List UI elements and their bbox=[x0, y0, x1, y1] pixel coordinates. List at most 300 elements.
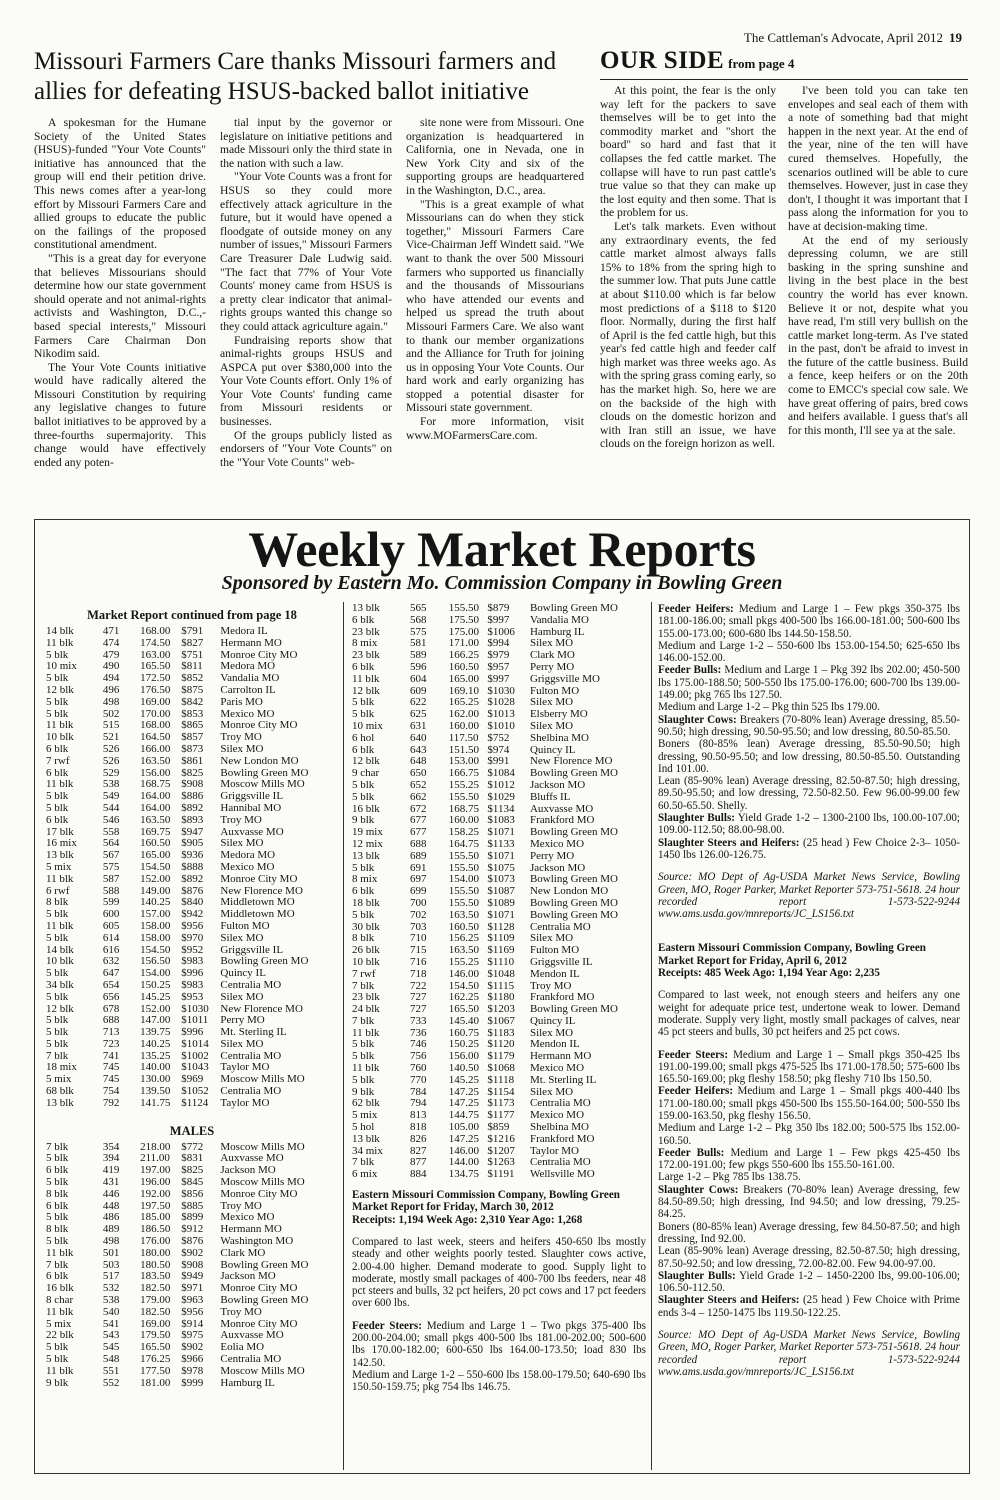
cell-weight: 479 bbox=[102, 648, 120, 661]
cell-value: $936 bbox=[181, 849, 204, 862]
cell-value: $791 bbox=[181, 625, 204, 637]
continued-heading: Market Report continued from page 18 bbox=[87, 608, 297, 622]
cell-value: $999 bbox=[181, 1376, 204, 1389]
cell-head-count: 11 blk bbox=[46, 1246, 74, 1259]
cell-value: $1169 bbox=[487, 944, 515, 957]
cell-price: 196.00 bbox=[140, 1176, 171, 1189]
cell-location: Troy MO bbox=[220, 1305, 262, 1318]
table-row bbox=[46, 744, 338, 756]
cell-weight: 486 bbox=[102, 1211, 120, 1224]
cell-location: Medora MO bbox=[220, 849, 276, 862]
table-row bbox=[352, 898, 646, 910]
cell-weight: 754 bbox=[102, 1085, 120, 1098]
cell-location: Troy MO bbox=[220, 731, 262, 744]
cell-head-count: 10 mix bbox=[46, 660, 77, 673]
cell-weight: 654 bbox=[102, 978, 120, 991]
cell-head-count: 8 blk bbox=[46, 1187, 69, 1200]
cell-head-count: 8 char bbox=[46, 1294, 74, 1307]
cell-location: Fulton MO bbox=[220, 919, 270, 932]
cell-value: $859 bbox=[487, 1121, 510, 1134]
paragraph: At the end of my seriously depressing column, we are still basking in the spring sunshine and living in the best place in the best country the world has ever known. Believe it or not, despite what you have read, I'm still very bullish on the cattle market long-term. As I've stated in the past, don't be afraid to invest in the future of the cattle business. Build a fence, keep heifers or on the 20th come to EMCC's special cow sale. We have great offering of pairs, bred cows and heifers available. I guess that's all for this month, I'll see ya at the sale. bbox=[788, 233, 968, 437]
cell-value: $1010 bbox=[487, 719, 515, 732]
cell-head-count: 7 blk bbox=[352, 1014, 375, 1027]
cell-head-count: 8 blk bbox=[46, 1223, 69, 1236]
cell-location: Quincy IL bbox=[529, 1014, 576, 1027]
cell-price: 154.00 bbox=[448, 873, 479, 886]
cell-head-count: 62 blk bbox=[352, 1097, 380, 1110]
april-slaughter-cows: Slaughter Cows: Breakers (70-80% lean) Average dressing, few 84.50-89.50; high dressing, Ind 94.50; and low dressing, 79.25-84.25. bbox=[658, 1183, 960, 1221]
cell-price: 152.00 bbox=[140, 872, 171, 885]
table-row bbox=[352, 1134, 646, 1146]
cell-head-count: 6 blk bbox=[46, 742, 69, 755]
paragraph: "Your Vote Counts was a front for HSUS so they could more effectively attack agriculture in the future, but it would have opened a floodgate of outside money on any number of issues," Missouri Farmers Care Treasurer Dale Ludwig said. "The fact that 77% of Your Vote Counts' money came from HSUS is a pretty clear indicator that animal-rights groups wanted this change so they could attack agriculture again." bbox=[220, 170, 392, 333]
cell-value: $856 bbox=[181, 1187, 204, 1200]
cell-location: Moscow Mills MO bbox=[220, 778, 305, 791]
april-report-receipts: Receipts: 485 Week Ago: 1,194 Year Ago: 2,235 bbox=[658, 967, 880, 980]
our-side-column-1 bbox=[600, 84, 776, 451]
cell-price: 130.00 bbox=[140, 1073, 171, 1086]
march-report-summary: Compared to last week, steers and heifers 450-650 lbs mostly steady and other weights poorly tested. Slaughter cows active, 2.00-4.00 higher. Demand moderate to good. Supply light to moderate, mostly small packages of 400-700 lbs feeders, near 48 pct steers and bulls, 32 pct heifers, 20 pct cows and 17 pct feeders over 600 lbs. bbox=[352, 1235, 646, 1310]
cell-value: $1179 bbox=[487, 1050, 515, 1063]
table-row bbox=[352, 733, 646, 745]
cell-location: Bowling Green MO bbox=[529, 873, 618, 886]
cell-head-count: 6 blk bbox=[352, 613, 375, 626]
cell-weight: 722 bbox=[410, 979, 427, 992]
cell-value: $1012 bbox=[487, 778, 515, 791]
cell-value: $1124 bbox=[181, 1096, 209, 1109]
cell-location: Centralia MO bbox=[220, 1353, 282, 1366]
cell-price: 160.50 bbox=[140, 837, 171, 850]
cell-value: $996 bbox=[181, 967, 204, 980]
cell-head-count: 7 blk bbox=[46, 1140, 69, 1153]
cell-value: $952 bbox=[181, 943, 204, 956]
cell-price: 176.50 bbox=[140, 683, 171, 696]
cell-value: $1028 bbox=[487, 696, 515, 709]
cell-value: $1216 bbox=[487, 1132, 515, 1145]
cell-location: Troy MO bbox=[220, 813, 262, 826]
cell-value: $1173 bbox=[487, 1097, 515, 1110]
cell-location: Bluffs IL bbox=[529, 790, 571, 803]
article-headline: Missouri Farmers Care thanks Missouri farmers and allies for defeating HSUS-backed ballot initiative bbox=[34, 48, 557, 105]
cell-head-count: 9 blk bbox=[352, 1085, 375, 1098]
cell-head-count: 5 blk bbox=[46, 967, 69, 980]
cell-price: 163.50 bbox=[448, 908, 479, 921]
cell-head-count: 7 blk bbox=[352, 1156, 375, 1169]
cell-weight: 517 bbox=[102, 1270, 120, 1283]
cell-weight: 581 bbox=[410, 637, 427, 650]
cell-head-count: 34 blk bbox=[46, 978, 74, 991]
cell-value: $825 bbox=[181, 766, 204, 779]
cell-price: 171.00 bbox=[448, 637, 479, 650]
cell-price: 175.50 bbox=[448, 613, 479, 626]
cell-value: $892 bbox=[181, 872, 204, 885]
cell-weight: 643 bbox=[410, 743, 427, 756]
cell-weight: 538 bbox=[102, 778, 120, 791]
cell-location: Hermann MO bbox=[529, 1050, 592, 1063]
april-feeder-steers: Feeder Steers: Medium and Large 1 – Small pkgs 350-425 lbs 191.00-199.00; small pkgs 475-525 lbs 171.00-178.50; 575-600 lbs 165.50-169.00; pkg fleshy 158.50; pkg fleshy 710 lbs 150.50. bbox=[658, 1048, 960, 1086]
cell-location: Bowling Green MO bbox=[529, 826, 618, 839]
cell-head-count: 12 blk bbox=[46, 1002, 74, 1015]
cell-location: Troy MO bbox=[529, 979, 572, 992]
cell-price: 149.00 bbox=[140, 884, 171, 897]
cell-price: 160.50 bbox=[448, 660, 479, 673]
cell-price: 150.25 bbox=[448, 1038, 479, 1051]
march-report bbox=[352, 1189, 646, 1393]
cell-price: 145.40 bbox=[448, 1014, 479, 1027]
cell-weight: 677 bbox=[410, 826, 427, 839]
article-column-1 bbox=[34, 116, 206, 469]
cell-location: Auxvasse MO bbox=[220, 1152, 284, 1165]
paragraph: For more information, visit www.MOFarmersCare.com. bbox=[406, 415, 584, 442]
cell-head-count: 18 blk bbox=[352, 896, 380, 909]
cell-price: 170.00 bbox=[140, 707, 171, 720]
cell-price: 179.50 bbox=[140, 1329, 171, 1342]
cell-location: Paris MO bbox=[220, 695, 263, 708]
cell-price: 134.75 bbox=[448, 1168, 479, 1181]
cell-value: $831 bbox=[181, 1152, 204, 1165]
cell-value: $997 bbox=[487, 672, 510, 685]
table-row bbox=[352, 792, 646, 804]
cell-value: $983 bbox=[181, 955, 204, 968]
cell-weight: 792 bbox=[102, 1096, 120, 1109]
cell-location: Centralia MO bbox=[529, 1156, 591, 1169]
cell-head-count: 13 blk bbox=[352, 1132, 380, 1145]
cell-head-count: 11 blk bbox=[352, 672, 380, 685]
cell-price: 141.75 bbox=[140, 1096, 171, 1109]
table-row bbox=[352, 851, 646, 863]
cell-location: New Florence MO bbox=[220, 884, 303, 897]
cell-head-count: 22 blk bbox=[46, 1329, 74, 1342]
cell-price: 155.50 bbox=[448, 896, 479, 909]
cell-value: $949 bbox=[181, 1270, 204, 1283]
cell-value: $893 bbox=[181, 813, 204, 826]
cell-price: 144.00 bbox=[448, 1156, 479, 1169]
cell-location: Bowling Green MO bbox=[220, 955, 309, 968]
cell-head-count: 5 blk bbox=[46, 1176, 69, 1189]
cell-weight: 700 bbox=[410, 896, 427, 909]
cell-location: Monroe City MO bbox=[220, 1187, 298, 1200]
cell-weight: 605 bbox=[102, 919, 120, 932]
cell-value: $1073 bbox=[487, 873, 515, 886]
cell-value: $912 bbox=[181, 1223, 204, 1236]
cell-location: Bowling Green MO bbox=[220, 1294, 309, 1307]
cell-value: $914 bbox=[181, 1317, 204, 1330]
cell-price: 168.75 bbox=[140, 778, 171, 791]
table-row bbox=[352, 1169, 646, 1181]
cell-location: Elsberry MO bbox=[529, 708, 588, 721]
cell-value: $902 bbox=[181, 1246, 204, 1259]
cell-price: 140.25 bbox=[140, 1037, 171, 1050]
cell-weight: 632 bbox=[102, 955, 120, 968]
cell-value: $888 bbox=[181, 860, 204, 873]
cell-price: 164.00 bbox=[140, 801, 171, 814]
cell-location: Silex MO bbox=[220, 837, 264, 850]
males-heading: MALES bbox=[169, 1123, 215, 1138]
cell-price: 163.50 bbox=[140, 813, 171, 826]
cell-price: 164.75 bbox=[448, 837, 479, 850]
april-feeder-bulls-2: Large 1-2 – Pkg 785 lbs 138.75. bbox=[658, 1171, 801, 1184]
cell-location: Silex MO bbox=[529, 1085, 574, 1098]
cell-price: 147.00 bbox=[140, 1014, 171, 1027]
cell-head-count: 10 blk bbox=[46, 955, 74, 968]
cell-weight: 746 bbox=[410, 1038, 427, 1051]
cell-head-count: 5 blk bbox=[46, 1026, 69, 1039]
cell-value: $811 bbox=[181, 660, 203, 673]
cell-price: 157.00 bbox=[140, 908, 171, 921]
cell-value: $983 bbox=[181, 978, 204, 991]
cell-value: $857 bbox=[181, 731, 204, 744]
cell-head-count: 13 blk bbox=[46, 849, 74, 862]
cell-price: 165.50 bbox=[140, 1341, 171, 1354]
cell-head-count: 9 char bbox=[352, 767, 380, 780]
table-row bbox=[46, 1378, 338, 1390]
cell-head-count: 5 blk bbox=[46, 790, 69, 803]
cell-location: Fulton MO bbox=[529, 684, 580, 697]
cell-location: Vandalia MO bbox=[529, 613, 589, 626]
cell-value: $1075 bbox=[487, 861, 515, 874]
cell-price: 164.00 bbox=[140, 790, 171, 803]
april-report-summary: Compared to last week, not enough steers and heifers any one weight for adequate price test, undertone weak to lower. Demand moderate. Supply very light, mostly small packages of calves, near 45 pct steers and bulls, 30 pct heifers and 25 pct cows. bbox=[658, 989, 960, 1039]
cell-weight: 498 bbox=[102, 1235, 120, 1248]
cell-location: Monroe City MO bbox=[220, 872, 298, 885]
table-row bbox=[46, 1366, 338, 1378]
cell-weight: 702 bbox=[410, 908, 427, 921]
cell-location: Eolia MO bbox=[220, 1341, 265, 1354]
males-table bbox=[46, 1142, 338, 1390]
cell-value: $1115 bbox=[487, 979, 515, 992]
market-right-column bbox=[658, 603, 960, 1378]
cell-price: 197.00 bbox=[140, 1164, 171, 1177]
april-feeder-heifers: Feeder Heifers: Medium and Large 1 – Small pkgs 400-440 lbs 171.00-180.00; small pkgs 450-500 lbs 155.50-164.00; 500-550 lbs 159.00-163.50, pkg fleshy 156.50. bbox=[658, 1085, 960, 1122]
cell-weight: 631 bbox=[410, 719, 427, 732]
cell-weight: 678 bbox=[102, 1002, 120, 1015]
cell-location: Centralia MO bbox=[529, 1097, 591, 1110]
march-report-date: Market Report for Friday, March 30, 2012 bbox=[352, 1201, 554, 1214]
cell-location: Silex MO bbox=[220, 742, 264, 755]
cell-location: Mendon IL bbox=[529, 967, 580, 980]
cell-value: $1154 bbox=[487, 1085, 515, 1098]
cell-head-count: 7 rwf bbox=[352, 967, 376, 980]
cell-head-count: 6 mix bbox=[352, 1168, 378, 1181]
paragraph: A spokesman for the Humane Society of the United States (HSUS)-funded "Your Vote Counts" initiative has announced that the group will end their petition drive. This news comes after a year-long effort by Missouri Farmers Care and allied groups to educate the public on the failings of the proposed constitutional amendment. bbox=[34, 116, 206, 252]
cell-weight: 448 bbox=[102, 1199, 120, 1212]
cell-location: Shelbina MO bbox=[529, 1121, 589, 1134]
cell-price: 165.25 bbox=[448, 696, 479, 709]
cell-price: 155.50 bbox=[448, 602, 479, 614]
cell-price: 175.00 bbox=[448, 625, 479, 638]
cell-price: 169.75 bbox=[140, 825, 171, 838]
cell-weight: 877 bbox=[410, 1156, 427, 1169]
cell-price: 160.00 bbox=[448, 719, 479, 732]
cell-head-count: 5 blk bbox=[46, 1235, 69, 1248]
cell-price: 140.00 bbox=[140, 1061, 171, 1074]
sales-table bbox=[352, 603, 646, 1181]
april-slaughter-steers-heifers: Slaughter Steers and Heifers: (25 head ) Few Choice with Prime ends 3-4 – 1250-1475 lbs 119.50-122.25. bbox=[658, 1294, 960, 1319]
cell-weight: 703 bbox=[410, 920, 427, 933]
table-row bbox=[46, 1248, 338, 1260]
cell-location: Clark MO bbox=[529, 649, 575, 662]
cell-head-count: 30 blk bbox=[352, 920, 380, 933]
march-report-receipts: Receipts: 1,194 Week Ago: 2,310 Year Ago: 1,268 bbox=[352, 1213, 583, 1226]
cell-head-count: 5 blk bbox=[46, 801, 69, 814]
cell-price: 117.50 bbox=[448, 731, 479, 744]
cell-price: 166.25 bbox=[448, 649, 479, 662]
cell-value: $905 bbox=[181, 837, 204, 850]
cell-head-count: 5 blk bbox=[46, 1037, 69, 1050]
cell-location: Taylor MO bbox=[220, 1061, 270, 1074]
cell-value: $1052 bbox=[181, 1085, 209, 1098]
cell-weight: 446 bbox=[102, 1187, 120, 1200]
cell-head-count: 5 blk bbox=[352, 778, 375, 791]
cell-price: 156.50 bbox=[140, 955, 171, 968]
cell-price: 147.25 bbox=[448, 1132, 479, 1145]
table-row bbox=[352, 910, 646, 922]
table-row bbox=[352, 721, 646, 733]
table-row bbox=[352, 1075, 646, 1087]
cell-location: Frankford MO bbox=[529, 1132, 595, 1145]
cell-weight: 727 bbox=[410, 1003, 427, 1016]
cell-location: Silex MO bbox=[529, 637, 574, 650]
cell-weight: 727 bbox=[410, 991, 427, 1004]
table-row bbox=[352, 969, 646, 981]
cell-head-count: 13 blk bbox=[46, 1096, 74, 1109]
cell-weight: 745 bbox=[102, 1073, 120, 1086]
march-slaughter-bulls: Slaughter Bulls: Yield Grade 1-2 – 1300-2100 lbs, 100.00-107.00; 109.00-112.50; 88.00-98.00. bbox=[658, 812, 960, 837]
cell-location: Monroe City MO bbox=[220, 719, 298, 732]
article-column-3 bbox=[406, 116, 584, 442]
cell-location: Silex MO bbox=[220, 931, 264, 944]
cell-location: Mexico MO bbox=[529, 1062, 585, 1075]
cell-weight: 745 bbox=[102, 1061, 120, 1074]
cell-weight: 760 bbox=[410, 1062, 427, 1075]
table-row bbox=[46, 992, 338, 1004]
table-row bbox=[352, 780, 646, 792]
cell-weight: 625 bbox=[410, 708, 427, 721]
cell-price: 165.00 bbox=[140, 849, 171, 862]
cell-value: $1067 bbox=[487, 1014, 515, 1027]
april-slaughter-bulls: Slaughter Bulls: Yield Grade 1-2 – 1450-2200 lbs, 99.00-106.00; 106.50-112.50. bbox=[658, 1269, 960, 1295]
cell-head-count: 26 blk bbox=[352, 944, 380, 957]
cell-head-count: 6 blk bbox=[352, 885, 375, 898]
cell-location: Taylor MO bbox=[220, 1096, 270, 1109]
paragraph: Let's talk markets. Even without any extraordinary events, the fed cattle market almost always falls 15% to 18% from the spring high to the summer low. That puts June cattle at about $110.00 which is far below most predictions of a $118 to $120 floor. Normally, during the first half of April is the fed cattle high, but this year's fed cattle high and feeder calf high market was three weeks ago. As with the spring grass coming early, so has the market high. So, here we are on the backside of the high with clouds on the domestic horizon and with Iran still an issue, we have clouds on the foreign horizon as well. bbox=[600, 219, 776, 451]
cell-head-count: 5 blk bbox=[46, 695, 69, 708]
cell-value: $876 bbox=[181, 884, 204, 897]
cell-price: 135.25 bbox=[140, 1049, 171, 1062]
cell-value: $840 bbox=[181, 896, 204, 909]
cell-weight: 540 bbox=[102, 1305, 120, 1318]
cell-head-count: 8 blk bbox=[352, 932, 375, 945]
cell-weight: 688 bbox=[102, 1014, 120, 1027]
cell-price: 146.00 bbox=[448, 1144, 479, 1157]
cell-location: Mexico MO bbox=[529, 1109, 585, 1122]
cell-location: Quincy IL bbox=[529, 743, 576, 756]
cell-location: Monroe City MO bbox=[220, 1282, 298, 1295]
cell-location: Auxvasse MO bbox=[529, 802, 594, 815]
cell-price: 140.25 bbox=[140, 896, 171, 909]
cell-value: $1084 bbox=[487, 767, 515, 780]
cell-price: 145.25 bbox=[140, 990, 171, 1003]
cell-weight: 718 bbox=[410, 967, 427, 980]
column-divider bbox=[343, 602, 344, 1470]
cell-location: Monroe City MO bbox=[220, 648, 298, 661]
cell-price: 155.25 bbox=[448, 955, 479, 968]
cell-head-count: 6 blk bbox=[46, 813, 69, 826]
cell-head-count: 11 blk bbox=[46, 1364, 74, 1377]
cell-location: Centralia MO bbox=[529, 920, 591, 933]
cell-price: 164.50 bbox=[140, 731, 171, 744]
cell-location: Frankford MO bbox=[529, 991, 595, 1004]
cell-value: $966 bbox=[181, 1353, 204, 1366]
cell-price: 160.50 bbox=[448, 920, 479, 933]
cell-location: Bowling Green MO bbox=[529, 896, 618, 909]
cell-value: $1071 bbox=[487, 826, 515, 839]
cell-price: 156.00 bbox=[140, 766, 171, 779]
cell-value: $997 bbox=[487, 613, 510, 626]
cell-value: $861 bbox=[181, 754, 204, 767]
cell-value: $1071 bbox=[487, 908, 515, 921]
cell-price: 160.75 bbox=[448, 1026, 479, 1039]
cell-price: 163.50 bbox=[448, 944, 479, 957]
march-feeder-heifers-2: Medium and Large 1-2 – 550-600 lbs 153.00-154.50; 625-650 lbs 146.00-152.00. bbox=[658, 639, 960, 665]
april-report-date: Market Report for Friday, April 6, 2012 bbox=[658, 954, 847, 967]
cell-weight: 515 bbox=[102, 719, 120, 732]
cell-location: Jackson MO bbox=[529, 861, 586, 874]
cell-location: Bowling Green MO bbox=[529, 908, 618, 921]
cell-value: $975 bbox=[181, 1329, 204, 1342]
cell-head-count: 5 blk bbox=[46, 931, 69, 944]
paragraph: site none were from Missouri. One organization is headquartered in California, one in Nevada, one in New York City and six of the supporting groups are headquartered in the Washington, D.C., area. bbox=[406, 116, 584, 197]
cell-location: Shelbina MO bbox=[529, 731, 589, 744]
cell-location: New Florence MO bbox=[529, 755, 613, 768]
april-slaughter-cows-3: Lean (85-90% lean) Average dressing, 82.50-87.50; high dressing, 87.50-92.50; and low dressing, 72.00-82.00. Few 94.00-97.00. bbox=[658, 1245, 960, 1270]
cell-price: 156.25 bbox=[448, 932, 479, 945]
cell-head-count: 5 mix bbox=[46, 1073, 72, 1086]
cell-head-count: 5 blk bbox=[352, 1073, 375, 1086]
cell-head-count: 6 blk bbox=[46, 766, 69, 779]
paragraph: The Your Vote Counts initiative would have radically altered the Missouri Constitution by requiring any legislative changes to future ballot initiatives to be approved by a three-fourths supermajority. This change would have effectively ended any poten- bbox=[34, 360, 206, 469]
table-row bbox=[46, 1307, 338, 1319]
cell-price: 168.00 bbox=[140, 625, 171, 637]
cell-price: 183.50 bbox=[140, 1270, 171, 1283]
cell-value: $879 bbox=[487, 602, 510, 614]
cell-weight: 471 bbox=[102, 625, 120, 637]
cell-head-count: 5 blk bbox=[46, 908, 69, 921]
march-slaughter-cows: Slaughter Cows: Breakers (70-80% lean) Average dressing, 85.50-90.50; high dressing, 90.50-95.50; and low dressing, 80.50-85.50. bbox=[658, 713, 960, 738]
cell-head-count: 6 blk bbox=[352, 743, 375, 756]
cell-weight: 826 bbox=[410, 1132, 427, 1145]
cell-location: Bowling Green MO bbox=[220, 766, 309, 779]
cell-weight: 589 bbox=[410, 649, 427, 662]
cell-value: $1071 bbox=[487, 849, 515, 862]
cell-weight: 756 bbox=[410, 1050, 427, 1063]
cell-value: $1203 bbox=[487, 1003, 515, 1016]
cell-location: Silex MO bbox=[529, 932, 574, 945]
april-feeder-heifers-2: Medium and Large 1-2 – Pkg 350 lbs 182.00; 500-575 lbs 152.00-160.50. bbox=[658, 1122, 960, 1147]
cell-weight: 604 bbox=[410, 672, 427, 685]
cell-location: Silex MO bbox=[529, 696, 574, 709]
cell-head-count: 10 blk bbox=[352, 955, 380, 968]
cell-location: New Florence MO bbox=[220, 1002, 303, 1015]
cell-price: 144.75 bbox=[448, 1109, 479, 1122]
cell-location: Griggsville IL bbox=[529, 955, 593, 968]
cell-location: Silex MO bbox=[220, 990, 264, 1003]
cell-location: Auxvasse MO bbox=[220, 825, 284, 838]
column-divider bbox=[651, 602, 652, 1470]
cell-location: Moscow Mills MO bbox=[220, 1140, 305, 1153]
table-row bbox=[46, 697, 338, 709]
cell-head-count: 6 hol bbox=[352, 731, 375, 744]
